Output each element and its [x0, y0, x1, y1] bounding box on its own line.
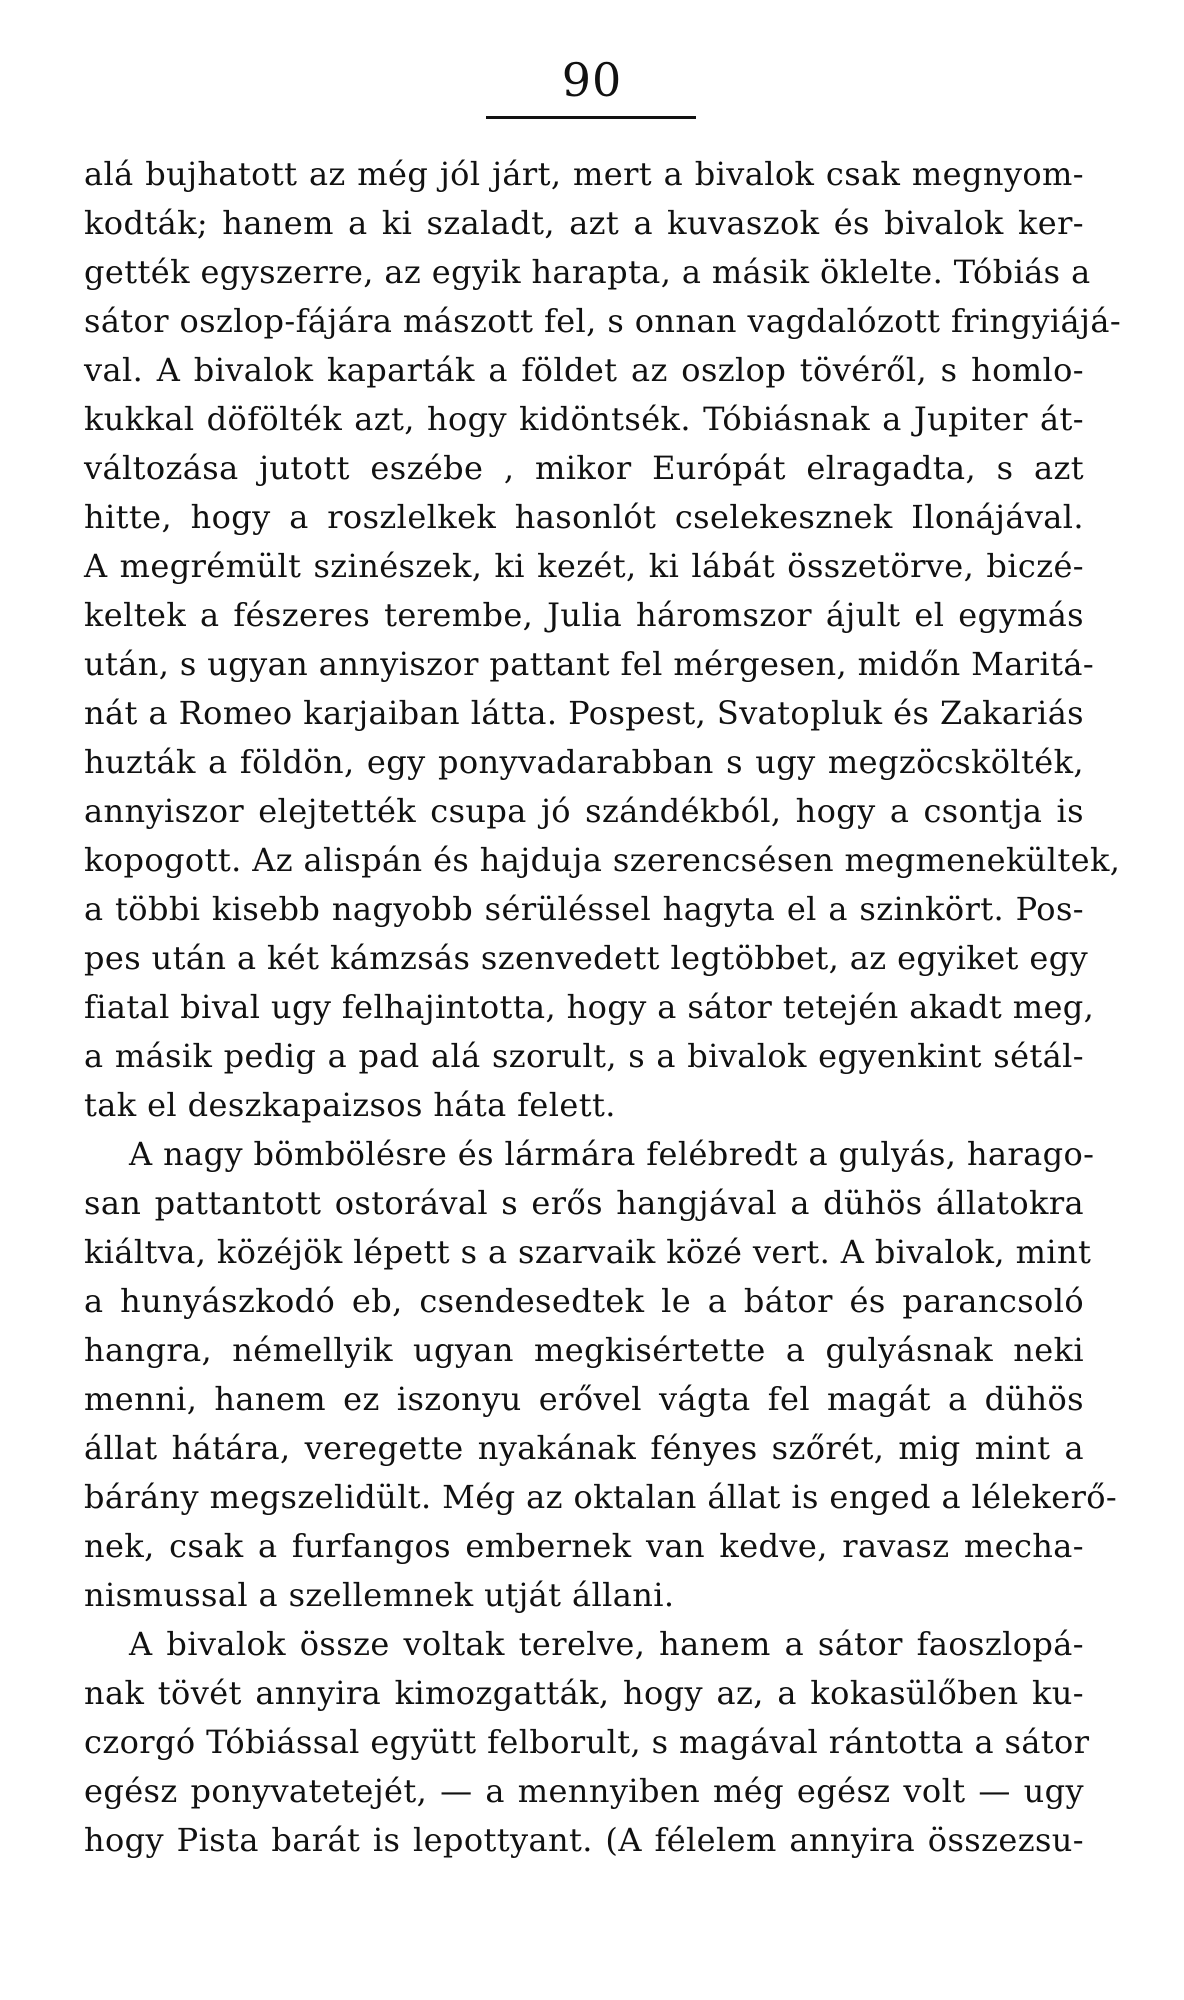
text-line: kiáltva, közéjök lépett s a szarvaik közé vert. A bivalok, mint	[84, 1233, 1092, 1271]
text-line: sátor oszlop-fájára mászott fel, s onnan vagdalózott fringyiájá-	[84, 302, 1122, 340]
text-line: A megrémült szinészek, ki kezét, ki lábát összetörve, biczé-	[84, 547, 1084, 585]
text-line: kukkal döfölték azt, hogy kidöntsék. Tóbiásnak a Jupiter át-	[84, 400, 1084, 438]
text-line-paragraph-start: A bivalok össze voltak terelve, hanem a sátor faoszlopá-	[129, 1625, 1084, 1663]
text-line: hitte, hogy a roszlelkek hasonlót cselekesznek Ilonájával.	[84, 498, 1084, 536]
text-line: hogy Pista barát is lepottyant. (A félelem annyira összezsu-	[84, 1821, 1084, 1859]
text-line: állat hátára, veregette nyakának fényes szőrét, mig mint a	[84, 1429, 1084, 1467]
text-line: hangra, némellyik ugyan megkisértette a gulyásnak neki	[84, 1331, 1084, 1369]
body-text	[84, 150, 1122, 1865]
text-line-paragraph-end: nismussal a szellemnek utját állani.	[84, 1576, 675, 1614]
text-line: után, s ugyan annyiszor pattant fel mérgesen, midőn Maritá-	[84, 645, 1095, 683]
text-line: bárány megszelidült. Még az oktalan állat is enged a lélekerő-	[84, 1478, 1118, 1516]
text-line: a másik pedig a pad alá szorult, s a bivalok egyenkint sétál-	[84, 1037, 1084, 1075]
text-line: változása jutott eszébe , mikor Európát elragadta, s azt	[84, 449, 1084, 487]
text-line-paragraph-end: tak el deszkapaizsos háta felett.	[84, 1086, 616, 1124]
text-line: huzták a földön, egy ponyvadarabban s ugy megzöcskölték,	[84, 743, 1084, 781]
text-line: kopogott. Az alispán és hajduja szerencsésen megmenekültek,	[84, 841, 1121, 879]
text-line: nát a Romeo karjaiban látta. Pospest, Svatopluk és Zakariás	[84, 694, 1084, 732]
text-line: san pattantott ostorával s erős hangjával a dühös állatokra	[84, 1184, 1084, 1222]
page-number: 90	[561, 53, 623, 107]
text-line: kodták; hanem a ki szaladt, azt a kuvaszok és bivalok ker-	[84, 204, 1084, 242]
text-line: egész ponyvatetejét, — a mennyiben még egész volt — ugy	[84, 1772, 1084, 1810]
text-line: menni, hanem ez iszonyu erővel vágta fel magát a dühös	[84, 1380, 1084, 1418]
text-line: pes után a két kámzsás szenvedett legtöbbet, az egyiket egy	[84, 939, 1089, 977]
text-line: a többi kisebb nagyobb sérüléssel hagyta el a szinkört. Pos-	[84, 890, 1084, 928]
text-line: val. A bivalok kaparták a földet az oszlop tövéről, s homlo-	[84, 351, 1084, 389]
text-line: fiatal bival ugy felhajintotta, hogy a sátor tetején akadt meg,	[84, 988, 1095, 1026]
text-line: nek, csak a furfangos embernek van kedve, ravasz mecha-	[84, 1527, 1084, 1565]
text-line: alá bujhatott az még jól járt, mert a bivalok csak megnyom-	[84, 155, 1084, 193]
text-line-paragraph-start: A nagy bömbölésre és lármára felébredt a gulyás, harago-	[129, 1135, 1095, 1173]
page-number-rule	[486, 116, 696, 119]
text-line: annyiszor elejtették csupa jó szándékból, hogy a csontja is	[84, 792, 1084, 830]
text-line: czorgó Tóbiással együtt felborult, s magával rántotta a sátor	[84, 1723, 1090, 1761]
text-line: nak tövét annyira kimozgatták, hogy az, a kokasülőben ku-	[84, 1674, 1084, 1712]
text-line: a hunyászkodó eb, csendesedtek le a bátor és parancsoló	[84, 1282, 1084, 1320]
text-line: gették egyszerre, az egyik harapta, a másik öklelte. Tóbiás a	[84, 253, 1091, 291]
text-line: keltek a fészeres terembe, Julia háromszor ájult el egymás	[84, 596, 1084, 634]
